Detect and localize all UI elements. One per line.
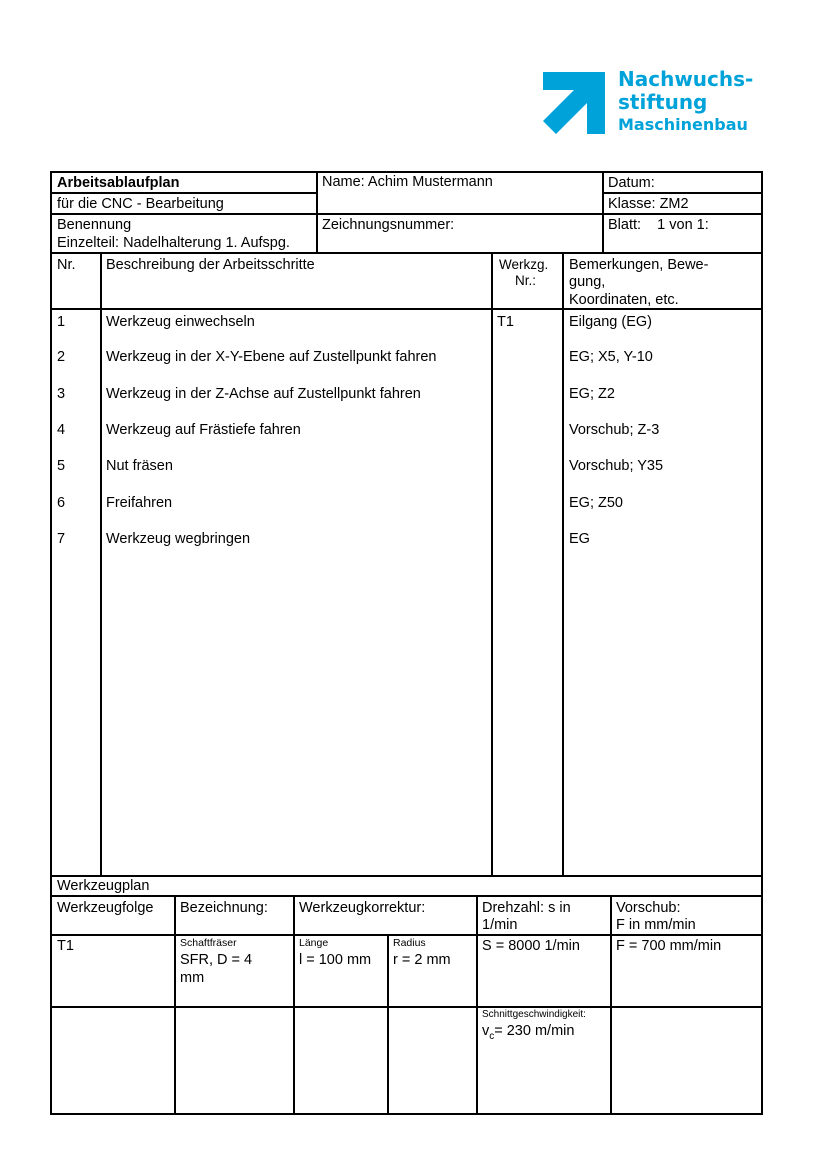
step-note: EG; X5, Y-10 bbox=[569, 349, 653, 365]
step-text: Werkzeug in der X-Y-Ebene auf Zustellpunkt fahren bbox=[106, 349, 437, 365]
col-korrektur-header: Werkzeugkorrektur: bbox=[299, 900, 426, 916]
schnitt-symbol: v bbox=[482, 1023, 490, 1039]
radius-label: Radius bbox=[393, 937, 426, 949]
step-text: Werkzeug auf Frästiefe fahren bbox=[106, 422, 301, 438]
col-nr-header: Nr. bbox=[57, 257, 76, 273]
step-note: Vorschub; Y35 bbox=[569, 458, 664, 474]
step-text: Werkzeug in der Z-Achse auf Zustellpunkt fahren bbox=[106, 386, 421, 402]
laenge-value: l = 100 mm bbox=[299, 952, 372, 968]
name-field: Name: Achim Mustermann bbox=[322, 174, 493, 190]
step-note: EG; Z50 bbox=[569, 495, 623, 511]
logo-line-3: Maschinenbau bbox=[618, 115, 748, 134]
drehzahl-value: S = 8000 1/min bbox=[482, 938, 580, 954]
step-tool: T1 bbox=[497, 314, 514, 330]
schnittgeschwindigkeit-value bbox=[482, 1022, 574, 1046]
werkzeugplan-title: Werkzeugplan bbox=[57, 878, 150, 894]
col-werkzeugfolge-header: Werkzeugfolge bbox=[57, 900, 154, 916]
arrow-up-right-icon bbox=[543, 72, 605, 134]
blatt-field: Blatt: 1 von 1: bbox=[608, 217, 709, 233]
step-nr: 1 bbox=[57, 314, 66, 330]
logo-line-1: Nachwuchs- bbox=[618, 67, 754, 91]
vorschub-value: F = 700 mm/min bbox=[616, 938, 722, 954]
step-text: Werkzeug wegbringen bbox=[106, 531, 251, 547]
step-nr: 3 bbox=[57, 386, 66, 402]
step-nr: 2 bbox=[57, 349, 66, 365]
laenge-label: Länge bbox=[299, 937, 329, 949]
form-subtitle: für die CNC - Bearbeitung bbox=[57, 196, 224, 212]
schnitt-subscript: c bbox=[489, 1030, 495, 1042]
col-vorschub-header-2: F in mm/min bbox=[616, 917, 696, 933]
col-drehzahl-header-2: 1/min bbox=[482, 917, 518, 933]
step-nr: 7 bbox=[57, 531, 66, 547]
bezeichnung-value-2: mm bbox=[180, 970, 205, 986]
einzelteil-field: Einzelteil: Nadelhalterung 1. Aufspg. bbox=[57, 235, 290, 251]
zeichnungsnummer-field: Zeichnungsnummer: bbox=[322, 217, 455, 233]
col-bemerkungen-header-3: Koordinaten, etc. bbox=[569, 292, 679, 308]
col-bemerkungen-header-1: Bemerkungen, Bewe- bbox=[569, 257, 709, 273]
step-nr: 4 bbox=[57, 422, 66, 438]
step-text: Werkzeug einwechseln bbox=[106, 314, 255, 330]
col-beschreibung-header: Beschreibung der Arbeitsschritte bbox=[106, 257, 315, 273]
schnittgeschwindigkeit-label: Schnittgeschwindigkeit: bbox=[482, 1009, 586, 1020]
step-nr: 6 bbox=[57, 495, 66, 511]
col-bemerkungen-header-2: gung, bbox=[569, 274, 606, 290]
form-title: Arbeitsablaufplan bbox=[57, 175, 180, 191]
radius-value: r = 2 mm bbox=[393, 952, 451, 968]
klasse-field: Klasse: ZM2 bbox=[608, 196, 689, 212]
schnitt-number: = 230 m/min bbox=[494, 1023, 575, 1039]
step-nr: 5 bbox=[57, 458, 66, 474]
datum-field: Datum: bbox=[608, 175, 655, 191]
tool-id: T1 bbox=[57, 938, 74, 954]
col-werkzg-header-1: Werkzg. bbox=[499, 257, 549, 272]
step-note: EG; Z2 bbox=[569, 386, 615, 402]
col-bezeichnung-header: Bezeichnung: bbox=[180, 900, 268, 916]
bezeichnung-value-1: SFR, D = 4 bbox=[180, 952, 253, 968]
logo-line-2: stiftung bbox=[618, 90, 708, 114]
benennung-label: Benennung bbox=[57, 217, 132, 233]
step-note: EG bbox=[569, 531, 590, 547]
col-vorschub-header-1: Vorschub: bbox=[616, 900, 681, 916]
step-text: Freifahren bbox=[106, 495, 173, 511]
bezeichnung-label: Schaftfräser bbox=[180, 937, 237, 949]
step-note: Vorschub; Z-3 bbox=[569, 422, 660, 438]
step-text: Nut fräsen bbox=[106, 458, 173, 474]
col-werkzg-header-2: Nr.: bbox=[515, 273, 537, 288]
step-note: Eilgang (EG) bbox=[569, 314, 653, 330]
col-drehzahl-header-1: Drehzahl: s in bbox=[482, 900, 571, 916]
